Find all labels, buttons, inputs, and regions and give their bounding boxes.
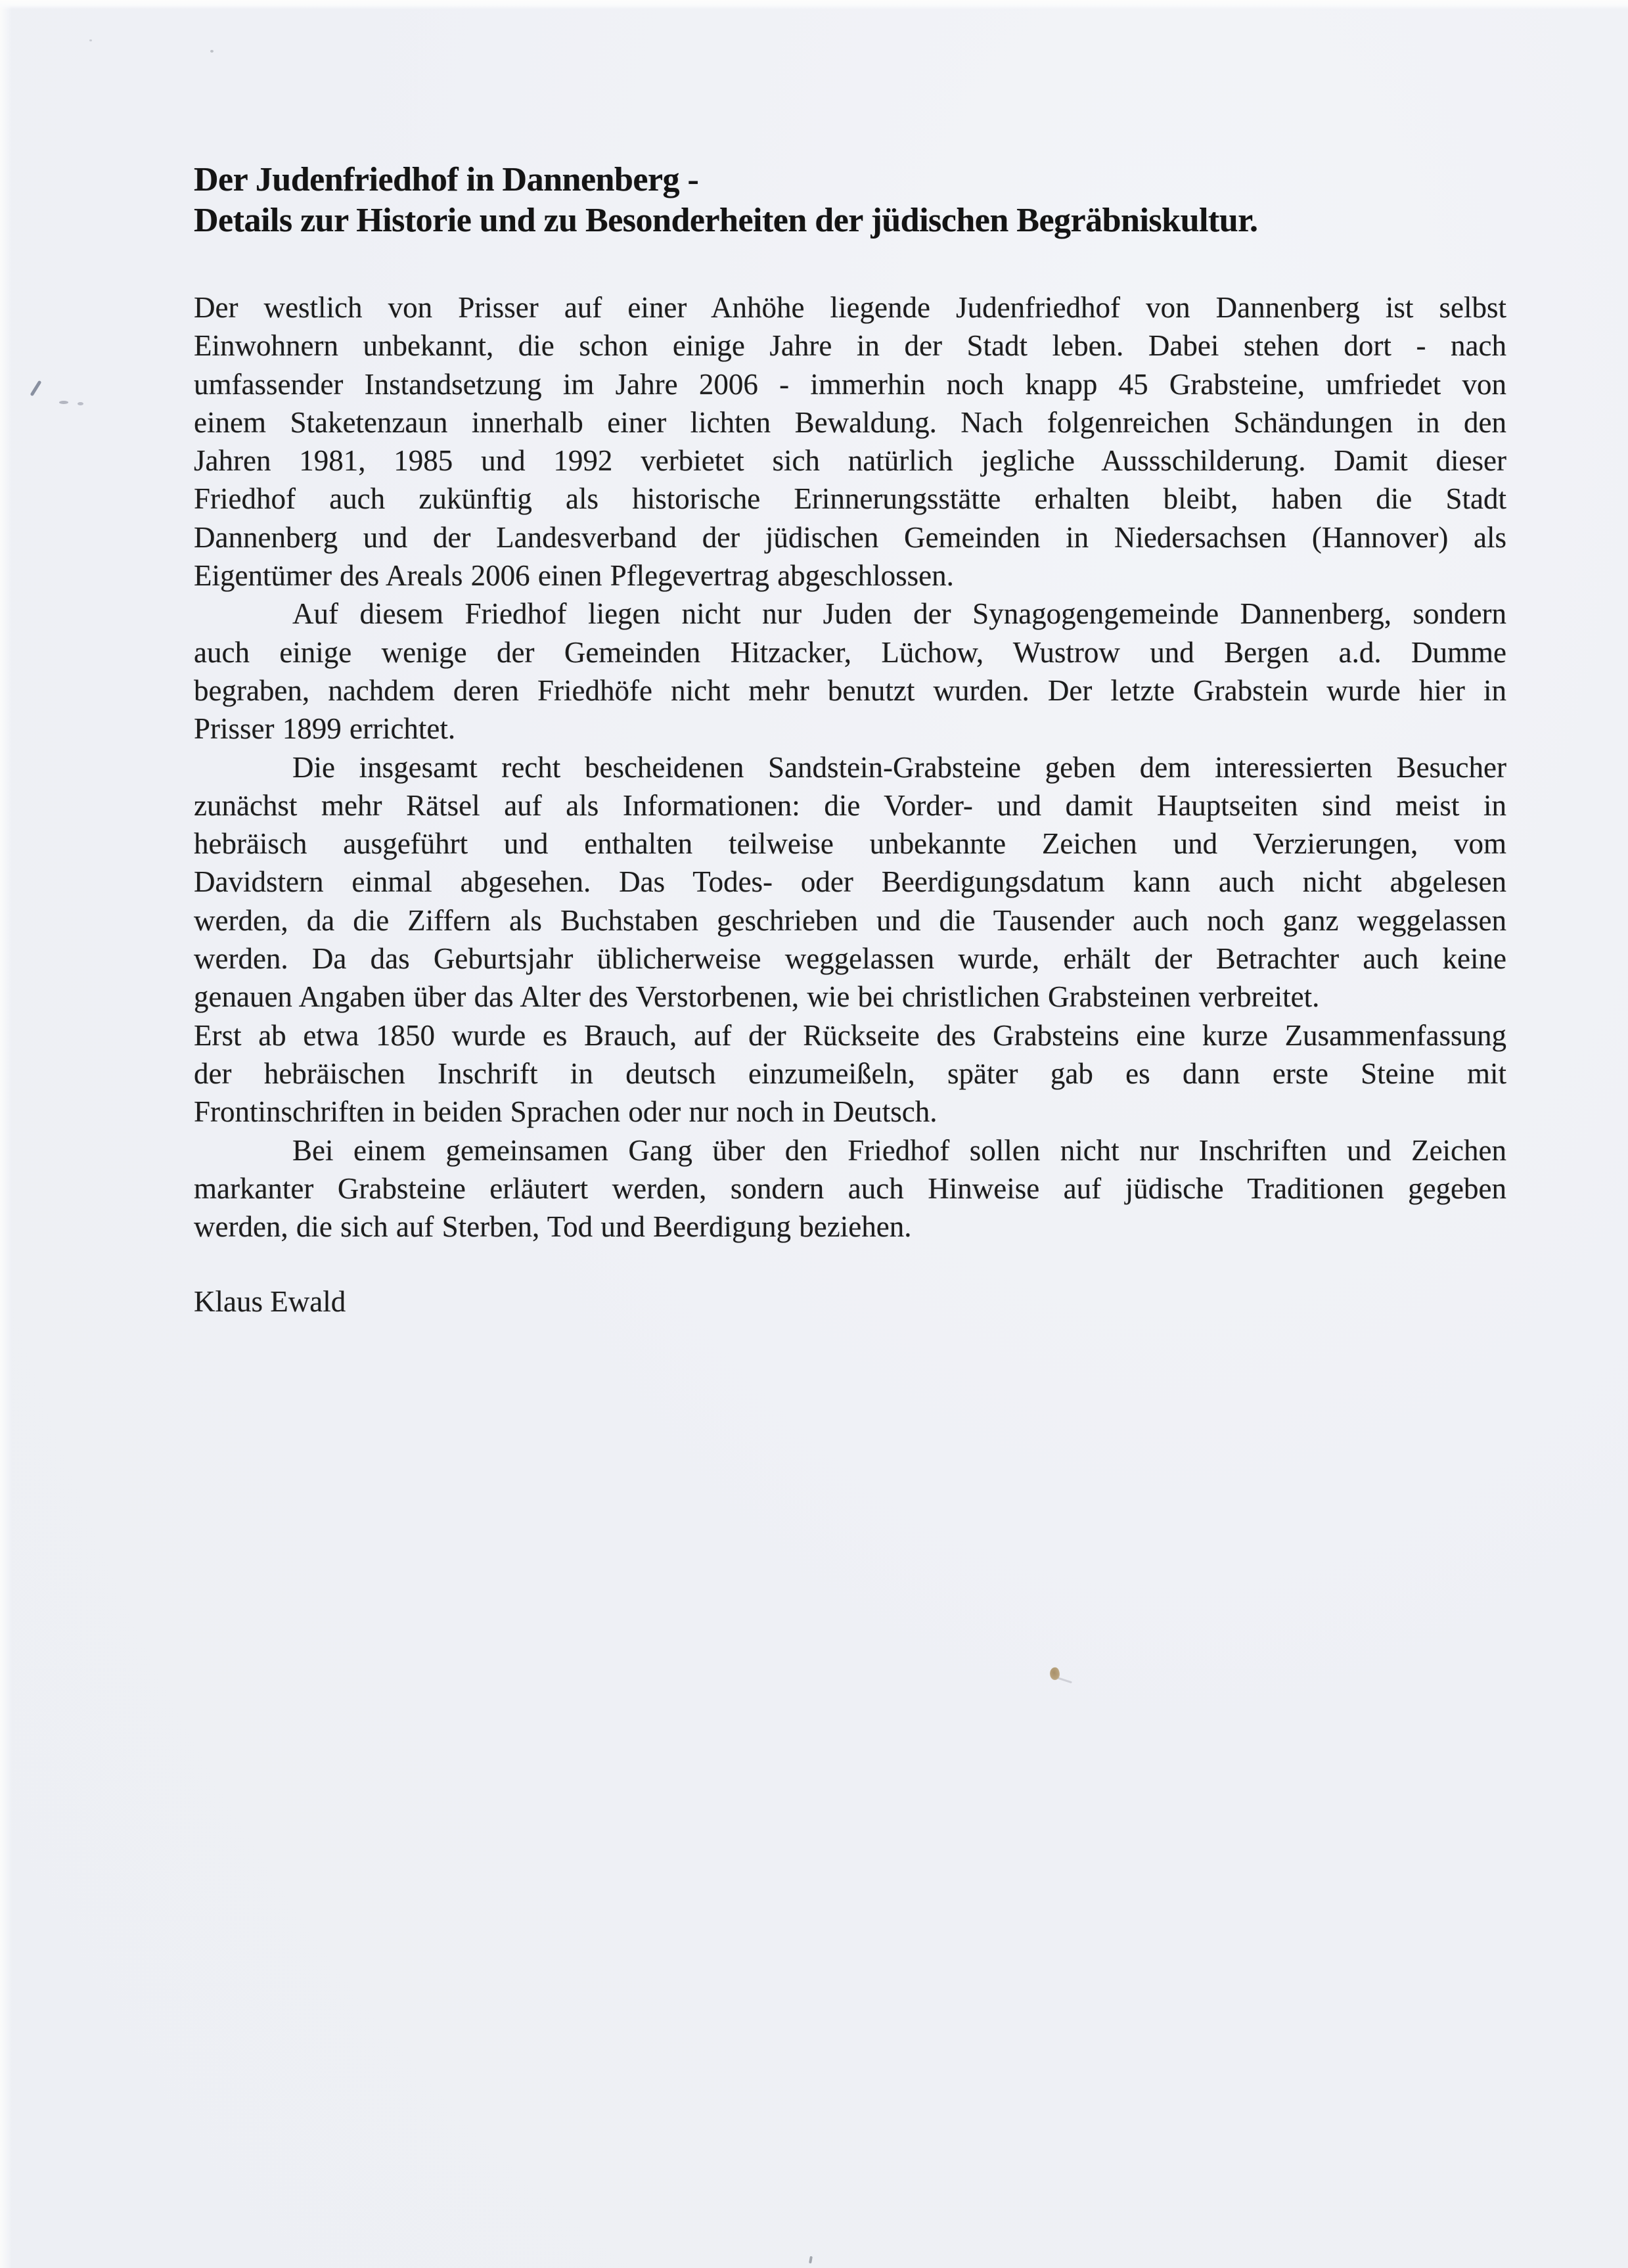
pencil-mark — [78, 402, 83, 405]
author-signature: Klaus Ewald — [194, 1285, 346, 1319]
body-line-p1-l7: Dannenberg und der Landesverband der jüdischen Gemeinden in Niedersachsen (Hannover) als — [194, 520, 1506, 554]
body-line-p2-l4: Prisser 1899 errichtet. — [194, 712, 456, 746]
body-line-p5-l1: Bei einem gemeinsamen Gang über den Friedhof sollen nicht nur Inschriften und Zeichen — [292, 1133, 1506, 1167]
title-line-2: Details zur Historie und zu Besonderheiten der jüdischen Begräbniskultur. — [194, 202, 1258, 239]
body-line-p1-l6: Friedhof auch zukünftig als historische Erinnerungsstätte erhalten bleibt, haben die Stadt — [194, 482, 1506, 516]
scan-speck — [1058, 1677, 1072, 1684]
body-line-p3-l5: werden, da die Ziffern als Buchstaben geschrieben und die Tausender auch noch ganz weggelassen — [194, 903, 1506, 937]
title-line-1: Der Judenfriedhof in Dannenberg - — [194, 161, 699, 198]
body-line-p1-l4: einem Staketenzaun innerhalb einer lichten Bewaldung. Nach folgenreichen Schändungen in den — [194, 405, 1506, 439]
body-line-p3-l7: genauen Angaben über das Alter des Verstorbenen, wie bei christlichen Grabsteinen verbreitet. — [194, 980, 1320, 1014]
body-line-p3-l2: zunächst mehr Rätsel auf als Informationen: die Vorder- und damit Hauptseiten sind meist in — [194, 788, 1506, 822]
scan-speck — [210, 50, 214, 53]
body-line-p1-l8: Eigentümer des Areals 2006 einen Pflegevertrag abgeschlossen. — [194, 559, 954, 593]
body-line-p3-l4: Davidstern einmal abgesehen. Das Todes- oder Beerdigungsdatum kann auch nicht abgelesen — [194, 865, 1506, 899]
body-line-p5-l2: markanter Grabsteine erläutert werden, sondern auch Hinweise auf jüdische Traditionen gegeben — [194, 1171, 1506, 1205]
body-line-p3-l1: Die insgesamt recht bescheidenen Sandstein-Grabsteine geben dem interessierten Besucher — [292, 750, 1506, 784]
pencil-mark — [59, 401, 68, 404]
body-line-p4-l1: Erst ab etwa 1850 wurde es Brauch, auf der Rückseite des Grabsteins eine kurze Zusammenfassung — [194, 1018, 1506, 1052]
scan-speck — [89, 39, 92, 41]
body-line-p1-l2: Einwohnern unbekannt, die schon einige Jahre in der Stadt leben. Dabei stehen dort - nach — [194, 329, 1506, 363]
body-line-p2-l1: Auf diesem Friedhof liegen nicht nur Juden der Synagogengemeinde Dannenberg, sondern — [292, 597, 1506, 631]
body-line-p1-l3: umfassender Instandsetzung im Jahre 2006 - immerhin noch knapp 45 Grabsteine, umfriedet von — [194, 367, 1506, 401]
document-title — [194, 160, 1506, 241]
scan-speck — [1049, 1666, 1061, 1681]
body-line-p2-l3: begraben, nachdem deren Friedhöfe nicht mehr benutzt wurden. Der letzte Grabstein wurde hier in — [194, 673, 1506, 707]
scan-speck — [809, 2256, 813, 2264]
document-content — [194, 160, 1506, 1321]
body-line-p3-l6: werden. Da das Geburtsjahr üblicherweise weggelassen wurde, erhält der Betrachter auch keine — [194, 942, 1506, 976]
body-line-p2-l2: auch einige wenige der Gemeinden Hitzacker, Lüchow, Wustrow und Bergen a.d. Dumme — [194, 635, 1506, 669]
body-line-p5-l3: werden, die sich auf Sterben, Tod und Beerdigung beziehen. — [194, 1210, 912, 1244]
body-line-p1-l5: Jahren 1981, 1985 und 1992 verbietet sich natürlich jegliche Aussschilderung. Damit dieser — [194, 444, 1506, 478]
pencil-mark — [30, 380, 41, 397]
body-line-p3-l3: hebräisch ausgeführt und enthalten teilweise unbekannte Zeichen und Verzierungen, vom — [194, 827, 1506, 861]
body-line-p4-l3: Frontinschriften in beiden Sprachen oder nur noch in Deutsch. — [194, 1095, 938, 1129]
document-body — [194, 288, 1506, 1246]
body-line-p1-l1: Der westlich von Prisser auf einer Anhöhe liegende Judenfriedhof von Dannenberg ist selbst — [194, 291, 1506, 324]
body-line-p4-l2: der hebräischen Inschrift in deutsch einzumeißeln, später gab es dann erste Steine mit — [194, 1056, 1506, 1090]
